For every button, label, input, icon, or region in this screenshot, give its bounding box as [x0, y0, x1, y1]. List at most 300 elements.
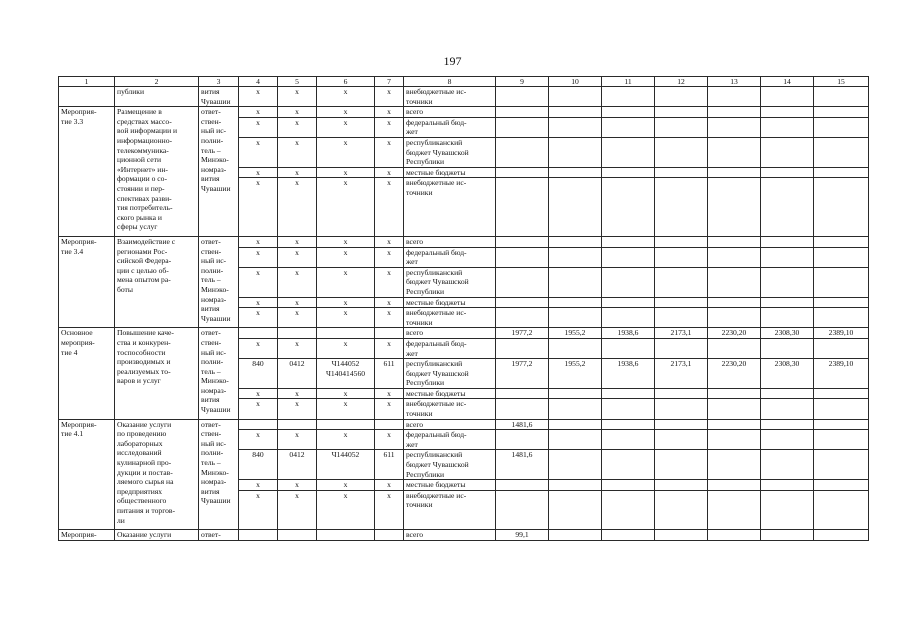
amount-cell: [602, 399, 655, 419]
activity-description-cell: публики: [115, 87, 199, 107]
header-cell: 15: [814, 77, 869, 87]
amount-cell: [655, 450, 708, 480]
budget-code-cell: x: [239, 399, 278, 419]
amount-cell: [602, 167, 655, 178]
amount-cell: [549, 338, 602, 358]
budget-code-cell: x: [239, 117, 278, 137]
amount-cell: [814, 167, 869, 178]
budget-code-cell: x: [239, 247, 278, 267]
budget-code-cell: x: [317, 338, 375, 358]
header-cell: 14: [761, 77, 814, 87]
amount-cell: [496, 267, 549, 297]
funding-source-cell: внебюджетные ис- точники: [404, 87, 496, 107]
amount-cell: [549, 247, 602, 267]
header-cell: 5: [278, 77, 317, 87]
funding-source-cell: местные бюджеты: [404, 297, 496, 308]
budget-code-cell: x: [239, 178, 278, 237]
budget-code-cell: x: [375, 297, 404, 308]
budget-code-cell: x: [278, 399, 317, 419]
amount-cell: [496, 247, 549, 267]
budget-code-cell: x: [317, 490, 375, 529]
amount-cell: [708, 247, 761, 267]
activity-description-cell: Размещение в средствах массо- вой информации и информационно- телекоммуника- ционной сети «Интернет» ин- формации о со- стоянии и пер- спективах разви- тия потребитель- ского рынка и сферы услуг: [115, 107, 199, 237]
amount-cell: [708, 107, 761, 118]
amount-cell: [549, 480, 602, 491]
budget-code-cell: x: [375, 338, 404, 358]
amount-cell: [708, 236, 761, 247]
responsible-executor-cell: ответ- ствен- ный ис- полни- тель – Минэко- номраз- вития Чувашии: [199, 419, 239, 530]
amount-cell: 1481,6: [496, 450, 549, 480]
amount-cell: [708, 87, 761, 107]
page-number: 197: [443, 54, 462, 68]
budget-code-cell: x: [317, 388, 375, 399]
amount-cell: 1955,2: [549, 328, 602, 339]
amount-cell: 2308,30: [761, 359, 814, 389]
header-cell: 8: [404, 77, 496, 87]
amount-cell: [496, 178, 549, 237]
amount-cell: [602, 480, 655, 491]
amount-cell: [655, 430, 708, 450]
budget-code-cell: x: [239, 167, 278, 178]
budget-code-cell: x: [239, 308, 278, 328]
amount-cell: [549, 530, 602, 541]
table-row: [59, 530, 869, 541]
amount-cell: [761, 399, 814, 419]
header-cell: 11: [602, 77, 655, 87]
budget-code-cell: x: [278, 107, 317, 118]
amount-cell: [708, 117, 761, 137]
budget-code-cell: x: [239, 297, 278, 308]
header-cell: 9: [496, 77, 549, 87]
amount-cell: [814, 107, 869, 118]
amount-cell: [761, 308, 814, 328]
amount-cell: [814, 137, 869, 167]
funding-source-cell: внебюджетные ис- точники: [404, 178, 496, 237]
amount-cell: [761, 430, 814, 450]
budget-code-cell: x: [278, 236, 317, 247]
budget-code-cell: 611: [375, 450, 404, 480]
amount-cell: [761, 419, 814, 430]
amount-cell: [814, 450, 869, 480]
amount-cell: [761, 388, 814, 399]
amount-cell: [496, 308, 549, 328]
budget-code-cell: x: [278, 480, 317, 491]
amount-cell: [496, 167, 549, 178]
budget-code-cell: [375, 419, 404, 430]
amount-cell: [708, 530, 761, 541]
budget-code-cell: x: [375, 178, 404, 237]
budget-code-cell: x: [278, 308, 317, 328]
budget-code-cell: [278, 530, 317, 541]
amount-cell: [708, 178, 761, 237]
amount-cell: [549, 137, 602, 167]
budget-code-cell: 611: [375, 359, 404, 389]
amount-cell: [655, 137, 708, 167]
amount-cell: [549, 167, 602, 178]
budget-code-cell: x: [317, 247, 375, 267]
amount-cell: [761, 137, 814, 167]
header-cell: 1: [59, 77, 115, 87]
activity-label-cell: Мероприя- тие 3.4: [59, 236, 115, 327]
budget-code-cell: x: [278, 247, 317, 267]
budget-code-cell: x: [317, 236, 375, 247]
budget-code-cell: x: [375, 399, 404, 419]
amount-cell: [814, 388, 869, 399]
amount-cell: [655, 419, 708, 430]
budget-code-cell: x: [278, 388, 317, 399]
amount-cell: [655, 338, 708, 358]
budget-code-cell: x: [278, 338, 317, 358]
budget-code-cell: x: [239, 87, 278, 107]
activity-label-cell: [59, 87, 115, 107]
header-cell: 10: [549, 77, 602, 87]
budget-code-cell: x: [239, 338, 278, 358]
budget-code-cell: x: [317, 480, 375, 491]
amount-cell: 1481,6: [496, 419, 549, 430]
amount-cell: [655, 178, 708, 237]
amount-cell: [655, 107, 708, 118]
amount-cell: [655, 297, 708, 308]
budget-code-cell: [317, 419, 375, 430]
amount-cell: [496, 117, 549, 137]
budget-code-cell: [375, 530, 404, 541]
funding-source-cell: республиканский бюджет Чувашской Республики: [404, 137, 496, 167]
amount-cell: [655, 267, 708, 297]
funding-source-cell: внебюджетные ис- точники: [404, 308, 496, 328]
amount-cell: [602, 178, 655, 237]
amount-cell: [655, 247, 708, 267]
funding-source-cell: республиканский бюджет Чувашской Республики: [404, 450, 496, 480]
amount-cell: [549, 419, 602, 430]
amount-cell: 2230,20: [708, 328, 761, 339]
amount-cell: [549, 297, 602, 308]
amount-cell: [549, 87, 602, 107]
budget-code-cell: 0412: [278, 450, 317, 480]
amount-cell: 1977,2: [496, 328, 549, 339]
amount-cell: [602, 490, 655, 529]
amount-cell: [708, 480, 761, 491]
amount-cell: 2389,10: [814, 359, 869, 389]
budget-code-cell: x: [317, 399, 375, 419]
amount-cell: [761, 117, 814, 137]
amount-cell: [814, 178, 869, 237]
amount-cell: [814, 236, 869, 247]
amount-cell: [496, 338, 549, 358]
funding-source-cell: местные бюджеты: [404, 167, 496, 178]
amount-cell: [708, 490, 761, 529]
funding-source-cell: федеральный бюд- жет: [404, 430, 496, 450]
amount-cell: [602, 107, 655, 118]
amount-cell: [655, 167, 708, 178]
amount-cell: [602, 308, 655, 328]
budget-code-cell: x: [239, 430, 278, 450]
budget-code-cell: [375, 328, 404, 339]
budget-code-cell: x: [278, 178, 317, 237]
budget-code-cell: x: [375, 87, 404, 107]
budget-code-cell: x: [375, 247, 404, 267]
activity-label-cell: Мероприя-: [59, 530, 115, 541]
budget-code-cell: x: [278, 117, 317, 137]
amount-cell: [496, 87, 549, 107]
responsible-executor-cell: ответ- ствен- ный ис- полни- тель – Минэко- номраз- вития Чувашии: [199, 328, 239, 419]
activity-label-cell: Мероприя- тие 3.3: [59, 107, 115, 237]
budget-code-cell: x: [317, 178, 375, 237]
responsible-executor-cell: ответ-: [199, 530, 239, 541]
amount-cell: 2230,20: [708, 359, 761, 389]
budget-code-cell: x: [375, 308, 404, 328]
budget-code-cell: x: [317, 297, 375, 308]
amount-cell: 1938,6: [602, 328, 655, 339]
funding-source-cell: всего: [404, 419, 496, 430]
amount-cell: 1955,2: [549, 359, 602, 389]
amount-cell: 1938,6: [602, 359, 655, 389]
amount-cell: [708, 450, 761, 480]
amount-cell: [496, 388, 549, 399]
table-row: [59, 87, 869, 107]
header-cell: 2: [115, 77, 199, 87]
amount-cell: 2173,1: [655, 359, 708, 389]
table-row: [59, 419, 869, 430]
budget-code-cell: x: [239, 137, 278, 167]
budget-code-cell: [239, 419, 278, 430]
budget-code-cell: Ч144052: [317, 450, 375, 480]
amount-cell: [814, 308, 869, 328]
funding-source-cell: всего: [404, 236, 496, 247]
funding-source-cell: внебюджетные ис- точники: [404, 399, 496, 419]
amount-cell: [496, 399, 549, 419]
responsible-executor-cell: вития Чувашии: [199, 87, 239, 107]
amount-cell: [549, 107, 602, 118]
budget-code-cell: x: [317, 137, 375, 167]
amount-cell: [549, 450, 602, 480]
amount-cell: [602, 388, 655, 399]
amount-cell: [655, 388, 708, 399]
amount-cell: [708, 308, 761, 328]
funding-source-cell: местные бюджеты: [404, 480, 496, 491]
amount-cell: [708, 338, 761, 358]
amount-cell: [496, 236, 549, 247]
amount-cell: [496, 490, 549, 529]
amount-cell: [549, 308, 602, 328]
budget-code-cell: x: [317, 107, 375, 118]
amount-cell: [761, 167, 814, 178]
amount-cell: [655, 399, 708, 419]
amount-cell: [602, 419, 655, 430]
budget-code-cell: x: [375, 430, 404, 450]
header-cell: 4: [239, 77, 278, 87]
amount-cell: [655, 236, 708, 247]
responsible-executor-cell: ответ- ствен- ный ис- полни- тель – Минэко- номраз- вития Чувашии: [199, 107, 239, 237]
budget-code-cell: x: [375, 236, 404, 247]
amount-cell: [814, 530, 869, 541]
amount-cell: [814, 297, 869, 308]
amount-cell: [761, 530, 814, 541]
amount-cell: [496, 297, 549, 308]
amount-cell: [814, 117, 869, 137]
activity-label-cell: Основное мероприя- тие 4: [59, 328, 115, 419]
budget-code-cell: [317, 328, 375, 339]
budget-table: [58, 76, 869, 541]
header-cell: 3: [199, 77, 239, 87]
budget-code-cell: x: [317, 167, 375, 178]
header-cell: 13: [708, 77, 761, 87]
amount-cell: [708, 267, 761, 297]
amount-cell: [602, 137, 655, 167]
funding-source-cell: местные бюджеты: [404, 388, 496, 399]
activity-description-cell: Оказание услуги по проведению лабораторных исследований кулинарной про- дукции и постав- ляемого сырья на предприятиях общественного питания и торгов- ли: [115, 419, 199, 530]
table-row: [59, 107, 869, 118]
budget-code-cell: x: [375, 107, 404, 118]
budget-code-cell: 0412: [278, 359, 317, 389]
budget-code-cell: x: [375, 117, 404, 137]
amount-cell: [814, 338, 869, 358]
budget-code-cell: x: [375, 490, 404, 529]
budget-code-cell: x: [317, 87, 375, 107]
amount-cell: [602, 530, 655, 541]
budget-code-cell: x: [278, 267, 317, 297]
amount-cell: [549, 236, 602, 247]
amount-cell: [814, 490, 869, 529]
amount-cell: 1977,2: [496, 359, 549, 389]
amount-cell: 2173,1: [655, 328, 708, 339]
activity-description-cell: Повышение каче- ства и конкурен- тоспособности производимых и реализуемых то- варов и услуг: [115, 328, 199, 419]
budget-code-cell: x: [375, 388, 404, 399]
amount-cell: [549, 490, 602, 529]
amount-cell: [708, 399, 761, 419]
budget-code-cell: x: [278, 87, 317, 107]
budget-code-cell: x: [239, 490, 278, 529]
amount-cell: [549, 388, 602, 399]
amount-cell: [814, 430, 869, 450]
budget-code-cell: x: [375, 167, 404, 178]
amount-cell: [655, 117, 708, 137]
budget-code-cell: x: [239, 107, 278, 118]
activity-description-cell: Оказание услуги: [115, 530, 199, 541]
funding-source-cell: всего: [404, 328, 496, 339]
table-row: [59, 236, 869, 247]
amount-cell: [602, 247, 655, 267]
budget-code-cell: x: [375, 267, 404, 297]
table-row: [59, 328, 869, 339]
amount-cell: [496, 430, 549, 450]
amount-cell: [602, 338, 655, 358]
budget-code-cell: [239, 328, 278, 339]
amount-cell: [708, 388, 761, 399]
amount-cell: 99,1: [496, 530, 549, 541]
header-cell: 12: [655, 77, 708, 87]
amount-cell: [549, 399, 602, 419]
amount-cell: [549, 430, 602, 450]
budget-code-cell: 840: [239, 359, 278, 389]
funding-source-cell: всего: [404, 530, 496, 541]
funding-source-cell: всего: [404, 107, 496, 118]
amount-cell: [496, 137, 549, 167]
amount-cell: [708, 297, 761, 308]
budget-code-cell: x: [278, 137, 317, 167]
activity-label-cell: Мероприя- тие 4.1: [59, 419, 115, 530]
amount-cell: [708, 137, 761, 167]
amount-cell: [761, 87, 814, 107]
amount-cell: [655, 490, 708, 529]
amount-cell: [655, 530, 708, 541]
budget-code-cell: x: [278, 297, 317, 308]
amount-cell: [602, 236, 655, 247]
budget-code-cell: x: [278, 490, 317, 529]
amount-cell: [549, 267, 602, 297]
budget-code-cell: x: [239, 480, 278, 491]
header-cell: 7: [375, 77, 404, 87]
amount-cell: [602, 87, 655, 107]
budget-code-cell: x: [278, 430, 317, 450]
header-row: [59, 77, 869, 87]
budget-code-cell: x: [317, 430, 375, 450]
amount-cell: [655, 308, 708, 328]
amount-cell: [496, 480, 549, 491]
budget-code-cell: x: [317, 267, 375, 297]
budget-code-cell: x: [317, 308, 375, 328]
amount-cell: [602, 267, 655, 297]
amount-cell: [602, 117, 655, 137]
budget-code-cell: [317, 530, 375, 541]
funding-source-cell: республиканский бюджет Чувашской Республики: [404, 359, 496, 389]
amount-cell: [708, 167, 761, 178]
amount-cell: [814, 267, 869, 297]
activity-description-cell: Взаимодействие с регионами Рос- сийской Федера- ции с целью об- мена опытом ра- боты: [115, 236, 199, 327]
amount-cell: [814, 399, 869, 419]
funding-source-cell: республиканский бюджет Чувашской Республики: [404, 267, 496, 297]
amount-cell: [761, 297, 814, 308]
funding-source-cell: федеральный бюд- жет: [404, 117, 496, 137]
amount-cell: [496, 107, 549, 118]
budget-code-cell: Ч144052 Ч140414560: [317, 359, 375, 389]
funding-source-cell: внебюджетные ис- точники: [404, 490, 496, 529]
header-cell: 6: [317, 77, 375, 87]
amount-cell: [814, 480, 869, 491]
budget-code-cell: [278, 419, 317, 430]
amount-cell: [602, 297, 655, 308]
amount-cell: 2308,30: [761, 328, 814, 339]
amount-cell: [761, 267, 814, 297]
funding-source-cell: федеральный бюд- жет: [404, 247, 496, 267]
amount-cell: [761, 236, 814, 247]
amount-cell: [761, 450, 814, 480]
budget-code-cell: [239, 530, 278, 541]
budget-code-cell: x: [239, 236, 278, 247]
amount-cell: [549, 178, 602, 237]
amount-cell: [761, 178, 814, 237]
amount-cell: [814, 247, 869, 267]
budget-code-cell: x: [375, 480, 404, 491]
funding-source-cell: федеральный бюд- жет: [404, 338, 496, 358]
amount-cell: [761, 480, 814, 491]
budget-code-cell: x: [317, 117, 375, 137]
amount-cell: [761, 490, 814, 529]
responsible-executor-cell: ответ- ствен- ный ис- полни- тель – Минэко- номраз- вития Чувашии: [199, 236, 239, 327]
amount-cell: [655, 480, 708, 491]
budget-code-cell: x: [239, 267, 278, 297]
amount-cell: [814, 87, 869, 107]
budget-code-cell: 840: [239, 450, 278, 480]
amount-cell: [549, 117, 602, 137]
amount-cell: [655, 87, 708, 107]
amount-cell: [602, 450, 655, 480]
amount-cell: [814, 419, 869, 430]
amount-cell: [602, 430, 655, 450]
budget-code-cell: x: [278, 167, 317, 178]
amount-cell: [761, 247, 814, 267]
amount-cell: [761, 338, 814, 358]
amount-cell: [708, 419, 761, 430]
